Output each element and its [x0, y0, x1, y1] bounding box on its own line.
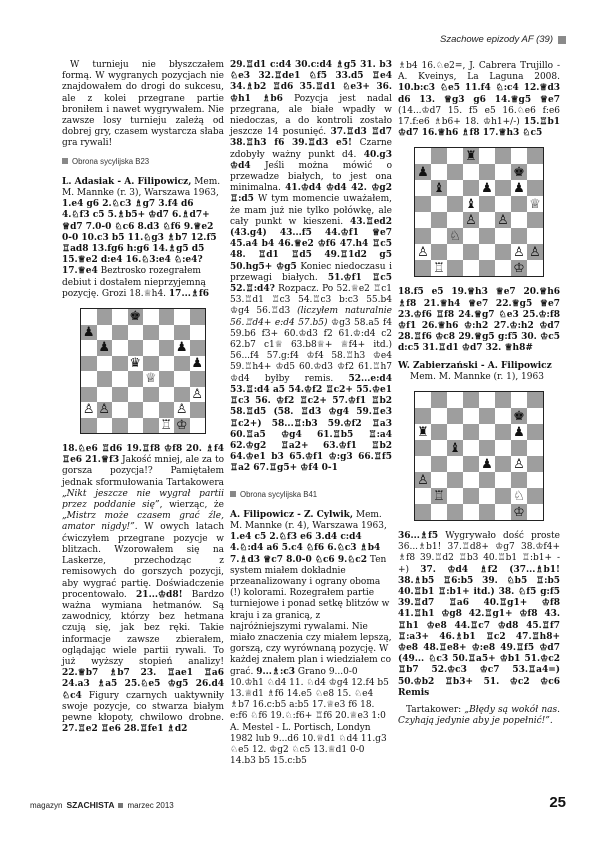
chess-square: [447, 472, 463, 488]
g1-moves-g: 52...e:d4 53.♖:d4 a5 54.♔f2 ♖c2+ 55.♔e1 ♖c3 56. ♔f2 ♖c2+ 57.♔f1 ♖b2 58.♖d5 (58. ♖d3 ♔g4 59.♖e3 ♖c2+) 58...♖:b3 59.♔f2 ♖a3 60.♖a5 ♔g4 61.♖b5 ♖:a4 62.♔g2 ♖a2+ 63.♔f1 ♖b2 64.♔e1 b3 65.♔f1 ♔:g3 66.♖f5 ♖a2 67.♖g5+ ♔f4 0-1: [230, 373, 392, 474]
chess-square: [479, 196, 495, 212]
g3-moves-a: 36...♗f5: [398, 531, 439, 542]
chess-square: [415, 196, 431, 212]
game2-note2: Grano 9...0-0 10.♔h1 ♘d4 11. ♘d4 ♔g4 12.f4 b5 13.♕d1 ♗f6 14.e5 ♘e8 15. ♘e4 ♗b7 16.c:b5 a:b5 17.♕e3 f6 18. e:f6 ♘f6 19.♘:f6+ ♖f6 20.♕e3 1:0 A. Mestel - L. Portisch, Londyn 1982 lub 9...d6 10.♕d1 ♘d4 11.g3 ♘e5 12. ♔g2 ♘c5 13.♕d1 0-0 14.b3 b5 15.c:b5: [230, 666, 389, 767]
chess-square: [463, 244, 479, 260]
chess-piece-square: ♚: [511, 408, 527, 424]
footer-dot-icon: [118, 803, 123, 808]
chess-square: [463, 392, 479, 408]
chess-square: [431, 440, 447, 456]
chess-square: [128, 418, 144, 434]
chess-square: [81, 340, 97, 356]
chess-square: [495, 260, 511, 276]
chess-square: [447, 504, 463, 520]
chess-square: [431, 504, 447, 520]
chess-piece-square: ♜: [463, 148, 479, 164]
game2-moves: 1.e4 c5 2.♘f3 e6 3.d4 c:d4 4.♘:d4 a6 5.c4 ♘f6 6.♘c3 ♗b4 7.♗d3 ♕c7 8.0-0 ♘c6 9.♘c2: [230, 532, 381, 565]
g1-note-d: W tym momencie uważałem, że mam już nie tylko połówkę, ale cały punkt w kieszeni.: [230, 194, 392, 227]
chess-square: [495, 424, 511, 440]
chess-square: [431, 424, 447, 440]
chess-piece-square: ♟: [98, 340, 111, 356]
game2-text: [230, 510, 392, 768]
section-label-text: Obrona sycylijska B41: [240, 489, 318, 499]
game1-cont-note3: . W owych latach ćwiczyłem przegrane pozycje w blitzach. Wzorowałem się na Laskerze, przechodząc z remisowych do gorszych pozycji, aby wygrać partię. Doświadczenie procentowało.: [62, 522, 224, 600]
chess-square: [431, 408, 447, 424]
game2-event: Mem. M. Mannke (r. 4), Warszawa 1963,: [230, 509, 387, 531]
chess-square: [479, 164, 495, 180]
game1-moves2: 22.♕b7 ♗b7 23. ♖ae1 ♖a6 24.a3 ♗a5 25.♘e5 ♔g5 26.d4 ♘c4: [62, 668, 224, 701]
chess-square: [143, 418, 159, 434]
chess-square: [479, 488, 495, 504]
chess-square: [463, 440, 479, 456]
chess-piece-square: ♟: [82, 324, 95, 340]
chess-square: [447, 408, 463, 424]
game1-players: L. Adasiak - A. Filipowicz,: [62, 176, 192, 187]
chess-square: [495, 180, 511, 196]
g2-note-b: (14...♔d7 15. f5 e5 16.♘e6 f:e6 17.f:e6 ♗b6+ 18. ♔h1+/-): [398, 105, 560, 128]
chess-square: [97, 356, 113, 372]
chess-square: [128, 371, 144, 387]
column-1: [62, 60, 224, 737]
chess-square: [479, 260, 495, 276]
chess-square: [479, 228, 495, 244]
g2-moves-c: 18.f5 e5 19.♕h3 ♕e7 20.♕h6 ♗f8 21.♕h4 ♕e7 22.♕g5 ♕e7 23.♔f6 ♖f8 24.♕g7 ♘e3 25.♔:f8 ♔f1 26.♕h6 ♔:h2 27.♔:h2 ♔d7 28.♖f6 ♔c8 29.♕g5 g:f5 30. ♔c5 d:c5 31.♖d1 ♔d7 32. ♕h8#: [398, 287, 560, 354]
chess-board-diagram-1: [80, 308, 206, 434]
chess-square: [495, 488, 511, 504]
chess-square: [479, 212, 495, 228]
g1-moves-a: 29.♖d1 c:d4 30.c:d4 ♗g5 31. b3 ♘e3 32.♖de1 ♘f5 33.d5 ♖e4 34.♗b2 ♖d6 35.♖d1 ♘e3+ 36. ♔h1 ♗b6: [230, 60, 392, 104]
chess-square: [447, 488, 463, 504]
chess-square: [97, 325, 113, 341]
g3-note-a: Wygrywało dość proste 36...♗b1! 37.♖d8+ ♔g7 38.♔f4+ ♗f8 39.♖d2 ♖b3 40.♖b1 ♖:b1+ -+): [398, 531, 560, 575]
chess-square: [479, 148, 495, 164]
chess-square: [447, 212, 463, 228]
chess-square: [511, 228, 527, 244]
chess-piece-square: ♝: [463, 196, 479, 212]
intro-paragraph: W turnieju nie błyszczałem formą. W wygranych pozycjach nie znajdowałem do drogi do sukcesu, ale z kolei przegrane partie broniłem i nawet wygrywałem. Nie zawsze losy turnieju zależą od dobrej gry, czasem wystarcza słaba gra rywali!: [62, 60, 224, 149]
game1-moves: 1.e4 g6 2.♘c3 ♗g7 3.f4 d6 4.♘f3 c5 5.♗b5+ ♔d7 6.♗d7+ ♕d7 7.0-0 ♘c6 8.d3 ♘f6 9.♕e2 0-0 10.c3 b5 11.♘g3 ♗b7 12.f5 ♖ad8 13.fg6 h:g6 14.♗g5 d5 15.♕e2 d:e4 16.♘3:e4 ♘:e4? 17.♕e4: [62, 199, 217, 277]
game1-quote2: „Mistrz może czasem grać źle, amator nigdy!”: [62, 511, 224, 533]
g1-moves-e: 43.♖ed2 (43.g4) 43...f5 44.♔f1 ♕e7 45.a4 b4 46.♕e2 ♔f6 47.h4 ♖c5 48. ♖d1 ♖d5 49.♖1d2 g5 50.hg5+ ♔g5: [230, 216, 392, 272]
chess-square: [463, 424, 479, 440]
chess-piece-square: ♙: [415, 472, 431, 488]
chess-square: [415, 228, 431, 244]
footer-magazine: magazyn: [30, 800, 63, 810]
chess-square: [190, 418, 206, 434]
g1-note-b: Czarne zdobyły ważny punkt d4.: [230, 138, 392, 160]
page-number: 25: [549, 794, 566, 811]
game1-cont-note5: Figury czarnych uaktywniły swoje pozycje, co stwarza białym pewne kłopoty, chwilowo drobne.: [62, 690, 224, 723]
chess-square: [463, 456, 479, 472]
chess-square: [447, 180, 463, 196]
chess-square: [463, 228, 479, 244]
chess-square: [159, 402, 175, 418]
chess-square: [81, 418, 97, 434]
chess-square: [174, 356, 190, 372]
chess-square: [447, 244, 463, 260]
chess-square: [415, 504, 431, 520]
footer-issue: marzec 2013: [127, 800, 174, 810]
chess-piece-square: ♕: [527, 196, 543, 212]
chess-square: [81, 387, 97, 403]
game1-cont-moves: 18.♘e6 ♖d6 19.♖f8 ♔f8 20. ♗f4 ♖e6 21.♕f3: [62, 444, 224, 466]
chess-square: [447, 456, 463, 472]
chess-square: [495, 148, 511, 164]
chess-piece-square: ♙: [191, 386, 204, 402]
chess-piece-square: ♙: [98, 402, 111, 418]
chess-piece-square: ♟: [175, 340, 188, 356]
game1-cont-note4: Bardzo ważna wymiana hetmanów. Są zawodnicy, którzy bez hetmana czują się, jak bez ręki. Takie informacje zawsze zbierałem, oglądając wiele partii rywali. To już wyższy stopień analizy!: [62, 589, 224, 667]
chess-piece-square: ♝: [431, 180, 447, 196]
chess-square: [431, 472, 447, 488]
chess-square: [479, 440, 495, 456]
game1-cont-note: Jakość mniej, ale za to gorsza pozycja!? Pamiętałem jednak sformułowania Tartakowera: [62, 455, 224, 488]
game1-cont-note2: , wierząc, że: [159, 500, 224, 511]
chess-square: [190, 371, 206, 387]
chess-piece-square: ♕: [144, 371, 157, 387]
chess-square: [527, 440, 543, 456]
chess-square: [527, 180, 543, 196]
chess-square: [159, 325, 175, 341]
chess-square: [463, 260, 479, 276]
chess-square: [431, 164, 447, 180]
board-diagram-2-wrap: [398, 147, 560, 277]
chess-square: [81, 371, 97, 387]
chess-piece-square: ♘: [447, 228, 463, 244]
chess-square: [415, 180, 431, 196]
section-label-b23: [62, 156, 224, 167]
chess-square: [527, 260, 543, 276]
chess-square: [447, 196, 463, 212]
chess-square: [511, 440, 527, 456]
chess-square: [511, 212, 527, 228]
chess-square: [415, 212, 431, 228]
chess-square: [527, 228, 543, 244]
chess-board-diagram-3: [414, 391, 544, 521]
chess-square: [415, 488, 431, 504]
game2-continuation: [398, 61, 560, 139]
chess-square: [527, 212, 543, 228]
chess-square: [159, 340, 175, 356]
game1-text: [62, 177, 224, 300]
chess-piece-square: ♟: [511, 180, 527, 196]
g2-moves-b: 15.♖b1 ♔d7 16.♕h6 ♗f8 17.♕h3 ♘c5: [398, 117, 560, 139]
chess-square: [81, 356, 97, 372]
chess-square: [463, 164, 479, 180]
chess-piece-square: ♟: [479, 456, 495, 472]
chess-square: [112, 309, 128, 325]
chess-square: [495, 472, 511, 488]
footer: [30, 800, 174, 810]
chess-square: [112, 371, 128, 387]
chess-square: [479, 424, 495, 440]
chess-square: [495, 392, 511, 408]
chess-piece-square: ♙: [511, 456, 527, 472]
chess-square: [112, 325, 128, 341]
chess-piece-square: ♙: [495, 212, 511, 228]
chess-square: [174, 309, 190, 325]
chess-piece-square: ♟: [191, 355, 204, 371]
chess-piece-square: ♟: [479, 180, 495, 196]
chess-piece-square: ♛: [129, 355, 142, 371]
game1-quote: „Nikt jeszcze nie wygrał partii przez poddanie się”: [62, 488, 224, 511]
chess-piece-square: ♖: [431, 260, 447, 276]
chess-square: [143, 325, 159, 341]
g1-moves-f: 51.♔f1 ♖c5 52.♖:d4?: [230, 272, 392, 295]
game1-after: 17...♗f6: [168, 288, 210, 299]
running-title: Szachowe epizody AF (39): [439, 34, 553, 45]
chess-square: [143, 402, 159, 418]
game3-event: Mem. M. Mannke (r. 1), 1963: [410, 371, 544, 382]
chess-square: [527, 148, 543, 164]
chess-square: [159, 371, 175, 387]
chess-piece-square: ♔: [511, 260, 527, 276]
column-2: [230, 60, 392, 769]
chess-piece-square: ♙: [511, 244, 527, 260]
g1-moves-b: 37.♖d3 ♖d7 38.♖h3 f6 39.♖d3 e5!: [230, 127, 392, 149]
chess-square: [190, 340, 206, 356]
chess-square: [415, 440, 431, 456]
chess-square: [415, 408, 431, 424]
g1-moves-d: 41.♔d4 ♔d4 42. ♔g2 ♖:d5: [230, 183, 392, 205]
chess-square: [447, 164, 463, 180]
chess-piece-square: ♘: [511, 488, 527, 504]
chess-square: [128, 402, 144, 418]
board-diagram-3-wrap: [398, 391, 560, 521]
g1-note-c: Jeśli można mówić o przewadze białych, to jest ona minimalna.: [230, 160, 392, 194]
chess-piece-square: ♖: [160, 417, 173, 433]
chess-square: [143, 356, 159, 372]
chess-piece-square: ♝: [447, 440, 463, 456]
chess-square: [174, 325, 190, 341]
chess-square: [112, 402, 128, 418]
chess-square: [479, 244, 495, 260]
chess-piece-square: ♙: [175, 402, 188, 418]
chess-square: [112, 418, 128, 434]
chess-piece-square: ♟: [415, 164, 431, 180]
chess-piece-square: ♟: [511, 424, 527, 440]
chess-square: [112, 340, 128, 356]
chess-square: [527, 408, 543, 424]
chess-square: [495, 440, 511, 456]
chess-square: [431, 456, 447, 472]
chess-square: [143, 387, 159, 403]
chess-square: [415, 456, 431, 472]
chess-square: [431, 228, 447, 244]
chess-square: [511, 196, 527, 212]
chess-square: [495, 228, 511, 244]
chess-square: [190, 309, 206, 325]
chess-square: [97, 371, 113, 387]
chess-piece-square: ♔: [175, 417, 188, 433]
closing-quote: [398, 705, 560, 727]
chess-square: [159, 356, 175, 372]
chess-square: [527, 472, 543, 488]
game3-players: W. Zabierzański - A. Filipowicz: [398, 360, 552, 371]
chess-square: [495, 408, 511, 424]
game1-move21: 21...♔d8!: [136, 589, 183, 600]
chess-square: [463, 488, 479, 504]
chess-square: [415, 148, 431, 164]
game2-players: A. Filipowicz - Z. Cylwik,: [230, 509, 353, 520]
chess-square: [415, 260, 431, 276]
chess-square: [143, 309, 159, 325]
chess-square: [495, 196, 511, 212]
game1-event: Mem. M. Mannke (r. 3), Warszawa 1963,: [62, 176, 221, 199]
game1-continuation: [62, 444, 224, 735]
chess-square: [479, 392, 495, 408]
chess-square: [128, 387, 144, 403]
header-square-icon: [558, 36, 566, 44]
chess-piece-square: ♙: [82, 402, 95, 418]
chess-square: [463, 504, 479, 520]
g1-em: (liczyłem naturalnie 56.♖d4+ e:d4 57.b5): [230, 306, 392, 328]
chess-square: [159, 387, 175, 403]
chess-square: [431, 392, 447, 408]
game3-header: [398, 361, 560, 383]
g3-moves-b: 37. ♔d4 ♗f2 (37...♗b1! 38.♗b5 ♖6:b5 39. ♘b5 ♖:b5 40.♖b1 ♖:b1+ itd.) 38. ♘f5 g:f5 39.♖d7 ♖a6 40.♖g1+ ♔f8 41.♖h1 ♔g8 42.♖g1+ ♔f8 43. ♖h1 ♔e8 44.♖c7 ♔d8 45.♖f7 ♖:a3+ 46.♗b1 ♖c2 47.♖h8+ ♔e8 48.♖e8+ ♔:e8 49.♖f5 ♔d7 (49... ♘c3 50.♖a5+ ♔b1 51.♔c2 ♖b7 52.♔c3 ♔c7 53.♖a4=) 50.♔b2 ♖b3+ 51. ♔c2 ♔c6 Remis: [398, 564, 560, 698]
game3-text: [398, 531, 560, 699]
chess-square: [431, 148, 447, 164]
chess-piece-square: ♙: [415, 244, 431, 260]
chess-square: [97, 309, 113, 325]
g1-note-f: Rozpacz. Po 52.♕e2 ♖c1 53.♖d1 ♖c3 54.♖c3 b:c3 55.b4 ♔g4 56.♖d3: [230, 284, 392, 317]
chess-square: [128, 325, 144, 341]
chess-square: [511, 148, 527, 164]
section-label-b41: [230, 489, 392, 500]
chess-square: [495, 456, 511, 472]
chess-square: [112, 356, 128, 372]
chess-square: [112, 387, 128, 403]
chess-square: [97, 418, 113, 434]
chess-square: [495, 164, 511, 180]
chess-square: [527, 504, 543, 520]
chess-square: [527, 488, 543, 504]
chess-square: [511, 392, 527, 408]
chess-square: [479, 472, 495, 488]
chess-square: [463, 408, 479, 424]
chess-square: [415, 392, 431, 408]
chess-piece-square: ♔: [511, 504, 527, 520]
section-label-text: Obrona sycylijska B23: [72, 156, 150, 166]
section-square-icon: [230, 491, 236, 497]
chess-piece-square: ♙: [527, 244, 543, 260]
chess-square: [463, 180, 479, 196]
closing-quote-text: „Błędy są wokół nas. Czyhają jedynie aby je popełnić!”.: [398, 705, 560, 727]
chess-square: [447, 260, 463, 276]
g2-note-a: ♗b4 16.♘e2=, J. Cabrera Trujillo - A. Kveinys, La Laguna 2008.: [398, 61, 560, 83]
game1-ending: [230, 60, 392, 475]
g1-note-a: Pozycja jest nadal przegrana, ale białe wpadły w niedoczas, a do kontroli zostało jeszcze 14 posunięć.: [230, 93, 392, 138]
chess-square: [431, 212, 447, 228]
g1-moves-c: 40.g3 ♔d4: [230, 149, 392, 171]
chess-square: [447, 392, 463, 408]
chess-square: [463, 472, 479, 488]
chess-square: [431, 196, 447, 212]
chess-square: [447, 424, 463, 440]
running-head: [440, 34, 566, 45]
board-diagram-1-wrap: [62, 308, 224, 434]
chess-square: [527, 456, 543, 472]
chess-square: [174, 387, 190, 403]
g2-moves-a: 10.b:c3 ♘e5 11.f4 ♘:c4 12.♕d3 d6 13. ♕g3 g6 14.♕g5 ♕e7: [398, 83, 560, 105]
game1-note: Beztrosko rozegrałem debiut i dostałem nieprzyjemną pozycję. Grozi 18.♕h4.: [62, 266, 206, 299]
chess-piece-square: ♚: [129, 309, 142, 325]
chess-square: [527, 164, 543, 180]
chess-square: [81, 309, 97, 325]
section-square-icon: [62, 158, 68, 164]
g1-note-h: byłby remis.: [264, 373, 334, 384]
chess-piece-square: ♖: [431, 488, 447, 504]
chess-square: [431, 244, 447, 260]
game2-ending: [398, 287, 560, 354]
chess-board-diagram-2: [414, 147, 544, 277]
chess-square: [479, 408, 495, 424]
game1-moves3: 27.♖e2 ♖e6 28.♖fe1 ♗d2: [62, 724, 188, 735]
game2-moves2: 9...♗:c3: [256, 666, 296, 677]
chess-square: [159, 309, 175, 325]
chess-square: [190, 402, 206, 418]
chess-square: [479, 504, 495, 520]
g1-note-g: ♔g3 58.a5 f4 59.b6 f3+ 60.♔d3 f2 61.♔:d4 c2 62.b7 c1♕ 63.b8♕+ ♕f4+ itd.) 56...f4 57.g:f4 ♔f4 58.♖h3 ♔e4 59.♖h4+ ♔d5 60.♔d3 ♔f2 61.♖h7 ♔d4: [230, 317, 392, 384]
game2-note: Ten system miałem dokładnie przeanalizowany i ograny oboma (!) kolorami. Rozegrałem partie turniejowe i ponad setkę blitzów w kraju i za granicą, z najróżniejszymi rywalami. Nie miało znaczenia czy miałem lepszą, gorszą, czy wyrównaną pozycję. W każdej znałem plan i wiedziałem co grać.: [230, 554, 392, 677]
chess-piece-square: ♜: [415, 424, 431, 440]
chess-square: [190, 325, 206, 341]
footer-brand: SZACHISTA: [66, 800, 115, 810]
chess-square: [143, 340, 159, 356]
chess-square: [174, 371, 190, 387]
chess-square: [527, 392, 543, 408]
chess-square: [447, 148, 463, 164]
chess-square: [495, 244, 511, 260]
chess-piece-square: ♙: [463, 212, 479, 228]
chess-square: [97, 387, 113, 403]
chess-square: [128, 340, 144, 356]
g1-note-e: Koniec niedoczasu i przewagi białych.: [230, 261, 392, 283]
chess-square: [511, 472, 527, 488]
column-3: [398, 61, 560, 730]
chess-piece-square: ♚: [511, 164, 527, 180]
closing-label: Tartakower:: [406, 705, 462, 716]
chess-square: [527, 424, 543, 440]
chess-square: [495, 504, 511, 520]
